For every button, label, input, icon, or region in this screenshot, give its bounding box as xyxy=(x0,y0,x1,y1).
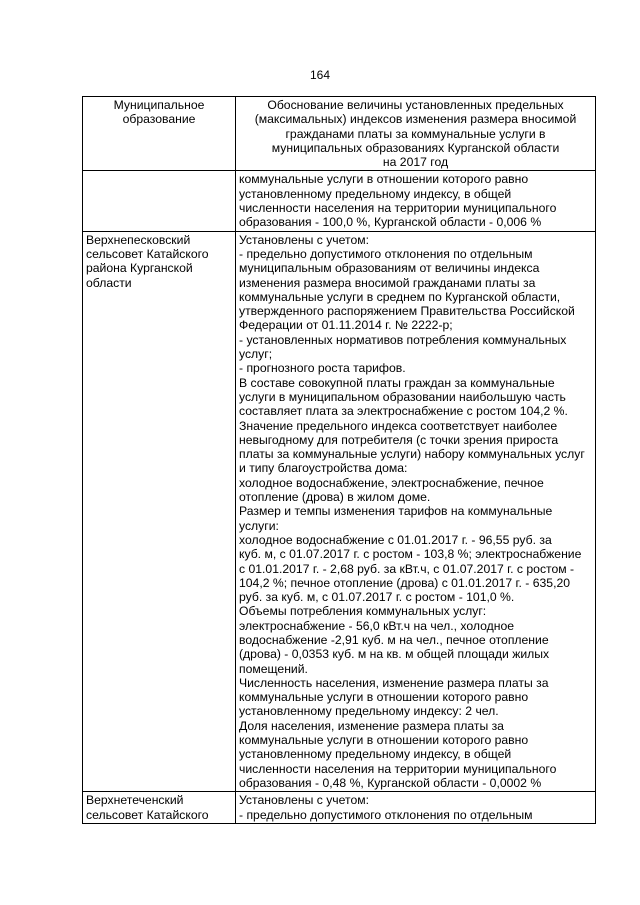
justification-line: Значение предельного индекса соответствует наиболее xyxy=(239,418,558,433)
table-header-row xyxy=(83,97,596,171)
justification-line: В составе совокупной платы граждан за коммунальные xyxy=(239,375,555,390)
municipality-cell xyxy=(83,171,236,231)
justification-line: образования - 0,48 %, Курганской области - 0,0002 % xyxy=(239,775,542,790)
municipality-line: сельсовет Катайского xyxy=(86,807,209,822)
justification-line: и типу благоустройства дома: xyxy=(239,461,408,476)
justification-line: утвержденного распоряжением Правительства Российской xyxy=(239,304,575,319)
municipality-line: района Курганской xyxy=(86,261,193,276)
justification-line: услуги: xyxy=(239,518,279,533)
header-municipality xyxy=(83,97,236,171)
justification-line: отопление (дрова) в жилом доме. xyxy=(239,490,431,505)
justification-line: с 01.01.2017 г. - 2,68 руб. за кВт.ч, с 01.07.2017 г. с ростом - xyxy=(239,561,575,576)
justification-cell xyxy=(236,792,596,824)
header-justification-line: (максимальных) индексов изменения размера вносимой xyxy=(254,112,577,127)
justification-line: куб. м, с 01.07.2017 г. с ростом - 103,8 %; электроснабжение xyxy=(239,547,582,562)
justification-cell xyxy=(236,231,596,792)
justification-line: руб. за куб. м, с 01.07.2017 г. с ростом - 101,0 %. xyxy=(239,590,515,605)
justification-line: составляет плата за электроснабжение с ростом 104,2 %. xyxy=(239,404,568,419)
municipality-cell xyxy=(83,231,236,792)
justification-line: коммунальные услуги в отношении которого равно xyxy=(239,733,529,748)
justification-line: (дрова) - 0,0353 куб. м на кв. м общей площади жилых xyxy=(239,647,550,662)
justification-line: коммунальные услуги в среднем по Курганской области, xyxy=(239,289,561,304)
justification-line: услуги в муниципальном образовании наибольшую часть xyxy=(239,389,566,404)
justification-line: численности населения на территории муниципального xyxy=(239,201,557,216)
justification-line: холодное водоснабжение, электроснабжение, печное xyxy=(239,475,544,490)
page-number: 164 xyxy=(309,68,331,82)
justification-line: муниципальным образованиям от величины индекса xyxy=(239,261,540,276)
header-justification xyxy=(236,97,596,171)
justification-line: - предельно допустимого отклонения по отдельным xyxy=(239,807,533,822)
justification-line: коммунальные услуги в отношении которого равно xyxy=(239,690,529,705)
justification-line: образования - 100,0 %, Курганской области - 0,006 % xyxy=(239,215,542,230)
municipality-line: Верхнетеченский xyxy=(86,793,184,808)
justification-line: Федерации от 01.11.2014 г. № 2222-р; xyxy=(239,318,453,333)
justification-line: установленному предельному индексу, в общей xyxy=(239,747,512,762)
justification-line: электроснабжение - 56,0 кВт.ч на чел., холодное xyxy=(239,618,514,633)
justification-line: Установлены с учетом: xyxy=(239,793,369,808)
justification-line: коммунальные услуги в отношении которого равно xyxy=(239,172,529,187)
table-row xyxy=(83,171,596,231)
header-justification-line: гражданами платы за коммунальные услуги в xyxy=(285,126,546,141)
justification-line: невыгодному для потребителя (с точки зрения прироста xyxy=(239,432,559,447)
table-row xyxy=(83,231,596,792)
justification-line: Установлены с учетом: xyxy=(239,232,369,247)
justification-line: установленному предельному индексу, в общей xyxy=(239,186,512,201)
justification-line: установленному предельному индексу: 2 чел. xyxy=(239,704,499,719)
header-justification-line: муниципальных образованиях Курганской области xyxy=(271,140,560,155)
justification-line: водоснабжение -2,91 куб. м на чел., печное отопление xyxy=(239,632,549,647)
justification-table xyxy=(82,96,596,824)
header-municipality-line: образование xyxy=(122,112,196,127)
table-row xyxy=(83,792,596,824)
justification-cell xyxy=(236,171,596,231)
justification-line: изменения размера вносимой гражданами платы за xyxy=(239,275,536,290)
justification-line: - установленных нормативов потребления коммунальных xyxy=(239,332,567,347)
justification-line: - предельно допустимого отклонения по отдельным xyxy=(239,246,533,261)
justification-line: помещений. xyxy=(239,661,308,676)
header-justification-line: Обоснование величины установленных предельных xyxy=(267,98,564,112)
justification-line: Численность населения, изменение размера платы за xyxy=(239,675,549,690)
municipality-line: сельсовет Катайского xyxy=(86,246,209,261)
justification-line: Размер и темпы изменения тарифов на коммунальные xyxy=(239,504,553,519)
justification-line: численности населения на территории муниципального xyxy=(239,761,557,776)
justification-line: платы за коммунальные услуги) набору коммунальных услуг xyxy=(239,447,585,462)
justification-line: Объемы потребления коммунальных услуг: xyxy=(239,604,487,619)
justification-line: холодное водоснабжение с 01.01.2017 г. - 96,55 руб. за xyxy=(239,532,552,547)
municipality-line: Верхнепесковский xyxy=(86,232,191,247)
header-municipality-line: Муниципальное xyxy=(113,98,205,112)
justification-line: - прогнозного роста тарифов. xyxy=(239,361,406,376)
justification-line: услуг; xyxy=(239,347,273,362)
municipality-cell xyxy=(83,792,236,824)
justification-line: 104,2 %; печное отопление (дрова) с 01.01.2017 г. - 635,20 xyxy=(239,575,571,590)
municipality-line: области xyxy=(86,275,132,290)
header-justification-line: на 2017 год xyxy=(382,155,449,170)
justification-line: Доля населения, изменение размера платы за xyxy=(239,718,504,733)
